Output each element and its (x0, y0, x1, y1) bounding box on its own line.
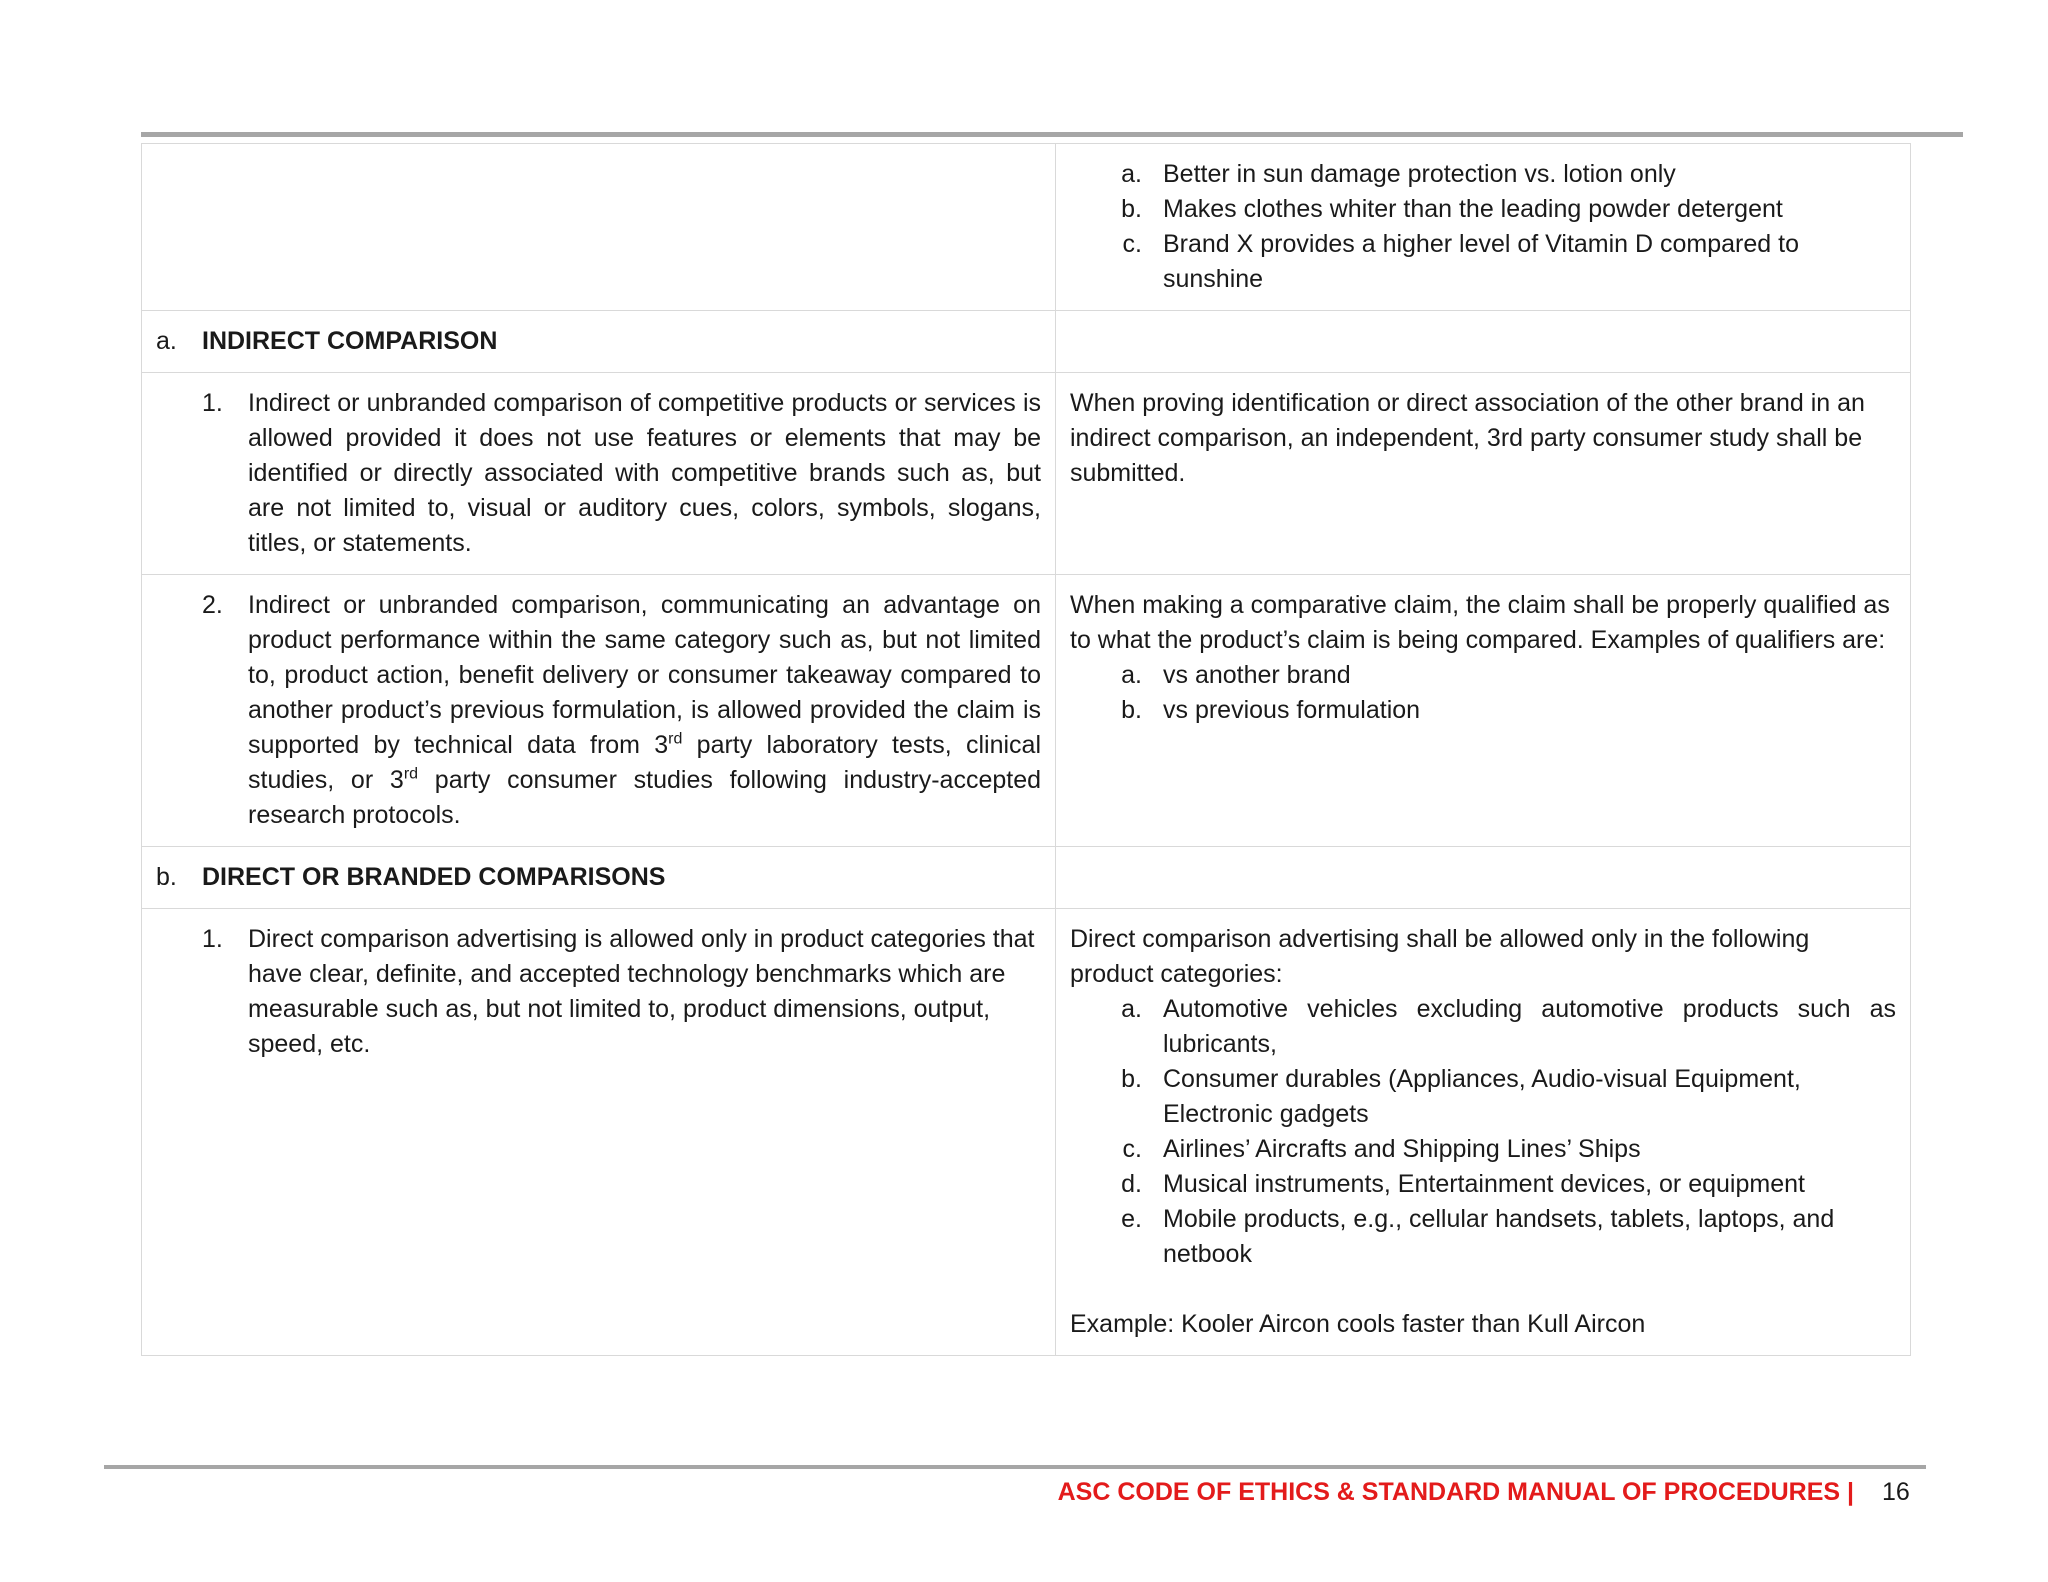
empty-cell (1056, 311, 1911, 373)
table-row (142, 847, 1911, 909)
section-title: DIRECT OR BRANDED COMPARISONS (202, 863, 666, 891)
table-row (142, 575, 1911, 847)
rule-item: 2. Indirect or unbranded comparison, communicating an advantage on product performance within the same category such as, but not limited to, product action, benefit delivery or consumer takeaway compared to another product’s previous formulation, is allowed provided the claim is supported by technical data from 3rd party laboratory tests, clinical studies, or 3rd party consumer studies following industry-accepted research protocols. (202, 591, 1041, 829)
list-item: e. Mobile products, e.g., cellular handsets, tablets, laptops, and netbook (1121, 1205, 1835, 1268)
list-item: a. Automotive vehicles excluding automotive products such as lubricants, (1121, 995, 1896, 1058)
guideline-cell (1056, 373, 1911, 575)
list-item: a. vs another brand (1121, 661, 1351, 689)
example-text: Example: Kooler Aircon cools faster than Kull Aircon (1070, 1310, 1646, 1338)
footer-divider (104, 1465, 1926, 1469)
list-item: c. Airlines’ Aircrafts and Shipping Lines’ Ships (1122, 1135, 1641, 1163)
rule-cell (142, 909, 1056, 1356)
category-list (1070, 992, 1896, 1272)
rule-cell (142, 373, 1056, 575)
rule-cell (142, 575, 1056, 847)
list-item: b. vs previous formulation (1121, 696, 1421, 724)
list-item: a. Better in sun damage protection vs. lotion only (1121, 160, 1676, 188)
page-number: 16 (1882, 1478, 1910, 1506)
list-item: d. Musical instruments, Entertainment devices, or equipment (1121, 1170, 1805, 1198)
section-title: INDIRECT COMPARISON (202, 327, 498, 355)
guideline-cell (1056, 909, 1911, 1356)
guideline-text: When making a comparative claim, the claim shall be properly qualified as to what the product’s claim is being compared. Examples of qualifiers are: (1070, 591, 1890, 654)
section-heading-direct: b. DIRECT OR BRANDED COMPARISONS (142, 847, 1056, 909)
rule-item: 1. Indirect or unbranded comparison of competitive products or services is allowed provided it does not use features or elements that may be identified or directly associated with competitive brands such as, but are not limited to, visual or auditory cues, colors, symbols, slogans, titles, or statements. (202, 389, 1041, 557)
empty-cell (142, 144, 1056, 311)
qualifier-list (1070, 658, 1896, 728)
header-divider (141, 132, 1963, 137)
rule-item: 1. Direct comparison advertising is allowed only in product categories that have clear, definite, and accepted technology benchmarks which are measurable such as, but not limited to, product dimensions, output, speed, etc. (202, 925, 1035, 1058)
table-row (142, 373, 1911, 575)
footer-title: ASC CODE OF ETHICS & STANDARD MANUAL OF PROCEDURES | (1057, 1478, 1854, 1506)
section-heading-indirect: a. INDIRECT COMPARISON (142, 311, 1056, 373)
list-item: b. Makes clothes whiter than the leading powder detergent (1121, 195, 1783, 223)
comparison-guidelines-table (141, 143, 1911, 1356)
list-item: b. Consumer durables (Appliances, Audio-visual Equipment, Electronic gadgets (1121, 1065, 1801, 1128)
table-row (142, 144, 1911, 311)
table-row (142, 909, 1911, 1356)
example-list (1070, 157, 1896, 297)
empty-cell (1056, 847, 1911, 909)
right-cell (1056, 144, 1911, 311)
table-row (142, 311, 1911, 373)
guideline-text: When proving identification or direct association of the other brand in an indirect comparison, an independent, 3rd party consumer study shall be submitted. (1070, 389, 1865, 487)
list-item: c. Brand X provides a higher level of Vitamin D compared to sunshine (1122, 230, 1799, 293)
guideline-cell (1056, 575, 1911, 847)
guideline-text: Direct comparison advertising shall be allowed only in the following product categories: (1070, 925, 1810, 988)
